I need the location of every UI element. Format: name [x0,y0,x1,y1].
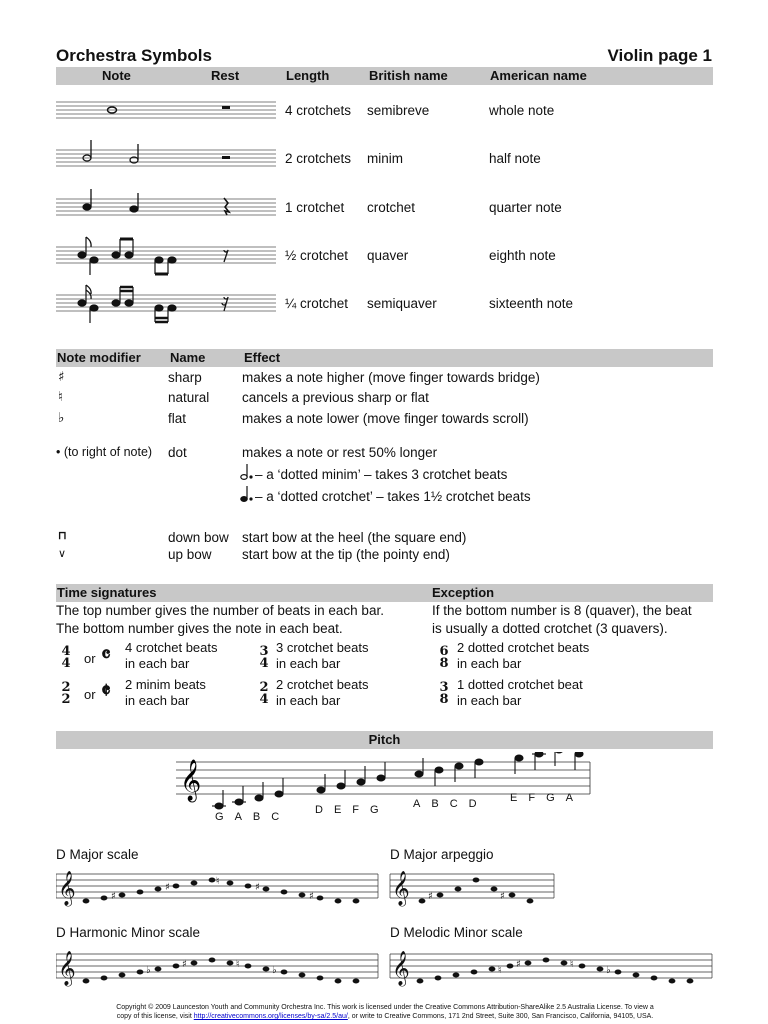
svg-text:♯: ♯ [111,891,116,902]
svg-text:♮: ♮ [498,965,502,976]
down-bow-icon: ⊓ [58,530,67,542]
eighth-notes [78,237,176,275]
row-american: sixteenth note [489,296,574,311]
time-desc: in each bar [125,656,190,671]
col-american: American name [490,68,587,83]
svg-text:♯: ♯ [309,891,314,902]
svg-text:♭: ♭ [606,965,611,976]
row-british: crotchet [367,200,416,215]
time-signature-2-2: 2 2 [61,680,71,707]
page-title: Orchestra Symbols [56,46,212,65]
cut-time-icon: 𝄵 [101,678,111,704]
treble-clef-icon: 𝄞 [392,871,410,906]
or-label: or [84,651,96,666]
svg-text:♯: ♯ [428,891,433,902]
row-british: quaver [367,248,409,263]
svg-text:♮: ♮ [216,876,220,887]
row-length: ½ crotchet [285,248,349,263]
scale-label: D Harmonic Minor scale [56,925,201,940]
svg-text:♯: ♯ [255,882,260,893]
row-american: whole note [489,103,555,118]
modifier-effect: makes a note lower (move finger towards scroll) [242,411,529,426]
modifier-effect: cancels a previous sharp or flat [242,390,429,405]
row-american: eighth note [489,248,556,263]
pitch-letters-4: EFGA [510,792,584,804]
modifier-effect: makes a note or rest 50% longer [242,445,438,460]
modifier-name: natural [168,390,210,405]
quarter-notes [83,189,138,212]
modifier-name: down bow [168,530,229,545]
row-british: semiquaver [367,296,437,311]
d-major-arpeggio-staff [390,874,554,898]
col-british: British name [369,68,448,83]
col-effect: Effect [244,350,281,365]
svg-text:♯: ♯ [182,959,187,970]
time-desc: in each bar [457,656,522,671]
modifier-name: flat [168,411,187,426]
exception-1: If the bottom number is 8 (quaver), the beat [432,603,692,618]
time-signature-3-8: 3 8 [439,680,449,707]
treble-clef-icon: 𝄞 [58,951,76,986]
svg-text:♮: ♮ [570,959,574,970]
time-desc: in each bar [125,693,190,708]
time-signatures-header [56,584,713,602]
pitch-header [56,731,713,749]
time-desc: 2 crotchet beats [276,677,369,692]
modifier-name: dot [168,445,187,460]
pitch-letters-3: ABCD [413,798,488,810]
time-desc-1: The top number gives the number of beats in each bar. [56,603,384,618]
scales-graphic [56,866,716,991]
time-signature-4-4: 4 4 [61,644,71,671]
time-signature-3-4: 3 4 [259,644,269,671]
col-modifier: Note modifier [57,350,141,365]
time-desc: 3 crotchet beats [276,640,369,655]
exception-2: is usually a dotted crotchet (3 quavers). [432,621,668,636]
row-length: ¼ crotchet [285,296,349,311]
time-desc: in each bar [276,656,341,671]
time-signature-2-4: 2 4 [259,680,269,707]
d-melodic-minor-staff [390,954,712,978]
svg-text:♮: ♮ [236,959,240,970]
time-desc: 4 crotchet beats [125,640,218,655]
note-staves-graphic [56,90,278,330]
scale-label: D Major scale [56,847,139,862]
row-length: 1 crotchet [285,200,345,215]
time-signature-6-8: 6 8 [439,644,449,671]
scale-label: D Major arpeggio [390,847,494,862]
col-name: Name [170,350,206,365]
svg-text:♯: ♯ [516,959,521,970]
pitch-letters-2: DEFG [315,804,390,816]
natural-icon: ♮ [58,389,63,405]
time-desc-2: The bottom number gives the note in each beat. [56,621,343,636]
modifier-effect: makes a note higher (move finger towards bridge) [242,370,540,385]
time-desc: 1 dotted crotchet beat [457,677,583,692]
sharp-icon: ♯ [58,369,65,385]
svg-text:♯: ♯ [500,891,505,902]
row-length: 2 crotchets [285,151,352,166]
time-desc: 2 dotted crotchet beats [457,640,590,655]
modifiers-header [56,349,713,367]
modifier-name: sharp [168,370,202,385]
time-desc: 2 minim beats [125,677,206,692]
row-american: half note [489,151,541,166]
pitch-heading: Pitch [368,732,401,747]
sixteenth-notes [78,285,176,323]
copyright-notice: Copyright © 2009 Launceston Youth and Community Orchestra Inc. This work is licensed under the Creative Commons Attribution-ShareAlike 2.5 Australia License. To view a copy of this license, visit http://creativecommons.org/licenses/by-sa/2.5/au/, or write to Creative Commons, 171 2nd Street, Suite 300, San Francisco, California, 94105, USA. [116,1004,654,1020]
svg-text:♭: ♭ [146,965,151,976]
col-rest: Rest [211,68,240,83]
svg-text:♯: ♯ [165,882,170,893]
page-label: Violin page 1 [607,46,712,65]
modifier-name: up bow [168,547,212,562]
exception-heading: Exception [432,585,495,600]
or-label: or [84,687,96,702]
license-link[interactable]: http://creativecommons.org/licenses/by-sa/2.5/au/ [193,1013,348,1020]
dot-symbol: • (to right of note) [56,445,153,459]
time-desc: in each bar [276,693,341,708]
time-signatures-heading: Time signatures [57,585,157,600]
dotted-minim-text: – a ‘dotted minim’ – takes 3 crotchet beats [255,467,508,482]
dotted-crotchet-text: – a ‘dotted crotchet’ – takes 1½ crotchet beats [255,489,531,504]
col-note: Note [102,68,131,83]
row-british: semibreve [367,103,430,118]
modifier-effect: start bow at the tip (the pointy end) [242,547,450,562]
flat-icon: ♭ [58,410,65,426]
common-time-icon: 𝄴 [101,642,111,668]
row-american: quarter note [489,200,562,215]
up-bow-icon: ∨ [58,548,67,560]
whole-rest [222,106,230,109]
treble-clef-icon: 𝄞 [180,760,202,801]
row-british: minim [367,151,403,166]
time-desc: in each bar [457,693,522,708]
col-length: Length [286,68,330,83]
half-rest [222,156,230,159]
d-harmonic-minor-staff [56,954,378,978]
eighth-rest [224,250,228,262]
pitch-letters-1: GABC [215,811,291,823]
treble-clef-icon: 𝄞 [392,951,410,986]
modifier-effect: start bow at the heel (the square end) [242,530,467,545]
staff-whole [56,102,276,118]
half-notes [83,140,138,163]
quarter-rest [224,198,229,215]
treble-clef-icon: 𝄞 [58,871,76,906]
svg-text:♭: ♭ [272,965,277,976]
scale-label: D Melodic Minor scale [390,925,523,940]
lengths-header [56,67,713,85]
row-length: 4 crotchets [285,103,352,118]
